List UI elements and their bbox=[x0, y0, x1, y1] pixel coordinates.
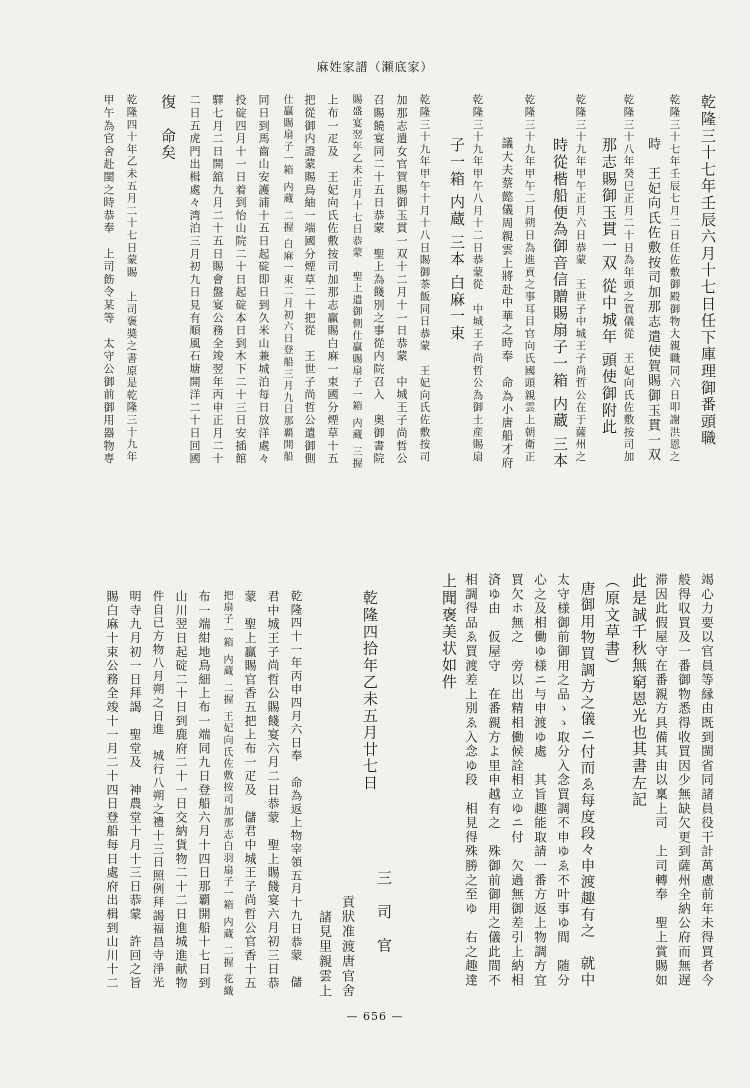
lower-text-line: 済ゆ由 仮屋守 在番親方よ里申越有之 殊御前御用之儀此間不 bbox=[486, 573, 502, 988]
lower-text-line: 上聞褒美状如件 bbox=[440, 573, 458, 691]
lower-text-line: 貢狀准渡唐官舍 bbox=[339, 895, 354, 999]
lower-text-line: 太守様御前御用之品ゝゝ取分入念買調不申ゆゑ不叶事ゆ間 随分 bbox=[555, 573, 571, 988]
upper-text-line: 乾隆三十七年壬辰七月二日任佐敷御殿御物大親職同六日叩謝洪恩之 bbox=[668, 94, 681, 463]
upper-text-line: 乾隆三十九年甲午二月朔日為進貢之事耳目官向氏國頭親雲上朝衛正 bbox=[523, 94, 536, 463]
upper-text-line: 那志賜御玉貫一双 從中城年 頭使御附此 bbox=[600, 137, 618, 436]
upper-text-line: 上布一疋及 王妃向氏佐敷按司加那志贏賜白麻一束國分煙草十五 bbox=[326, 94, 339, 466]
lower-text-line: 把扇子一箱 内蔵 二握 王妃向氏佐敷按司加那志白羽扇子一箱 内蔵 二握 花織 bbox=[221, 590, 232, 998]
lower-text-line: 相調得品ゑ買渡差上別ゑ入念ゆ段 相見得殊勝之至ゆ 右之趣達 bbox=[463, 573, 479, 988]
lower-text-line: 件自已方物八月朔之日進 城行八朔之禮十三日照例拜謁福昌寺淨光 bbox=[151, 590, 166, 989]
page-header: 麻姓家譜（瀬底家） bbox=[316, 60, 434, 74]
lower-text-line: 山川翌日起碇二十日到鹿府二十一日交納貨物二十二日進城進献物 bbox=[174, 590, 188, 991]
upper-text-line: 子一箱 内蔵 三本 白麻一束 bbox=[448, 137, 466, 342]
lower-text-line: 布一端紺地鳥細上布一端同九日登船六月十四日那覇開船十七日到 bbox=[197, 590, 211, 991]
upper-text-line: 二日五虎門出楫處々湾泊三月初九日見有順風石塘開洋二十日回國 bbox=[188, 94, 201, 466]
upper-text-line: 議大夫蔡懿儀周親雲上將赴中華之時奉 命為小唐船才府 bbox=[500, 137, 515, 470]
lower-text-line: 賜白麻十束公務全竣十一月二十四日登船每日處府出楫到山川十二 bbox=[105, 590, 119, 991]
lower-text-line: 滞因此假屋守在番親方具備其由以稟上司 上司轉奉 聖上賞賜如 bbox=[653, 573, 669, 988]
upper-text-line: 乾隆三十九年甲午八月十二日恭蒙從 中城王子尚哲公為御土産賜扇 bbox=[471, 94, 484, 463]
lower-text-line: 乾隆四拾年乙未五月廿七日 bbox=[361, 590, 379, 792]
upper-text-line: 投碇四月十一日着到怡山院二十日起碇本日到木下二十三日安插館 bbox=[234, 94, 247, 466]
lower-text-line: 此是誠千秋無窮恩光也其書左記 bbox=[630, 573, 648, 809]
lower-text-line: 唐御用物買調方之儀ニ付而ゑ每度段々申渡趣有之 就中 bbox=[578, 581, 595, 989]
upper-text-line: 甲午為官舍赴閩之時恭奉 上司飭令某等 太守公御前御用器物専 bbox=[102, 94, 115, 466]
lower-text-line: 般得収買及一番御物悉得收買因少無缺欠更到薩州全納公府而無遅 bbox=[676, 573, 692, 988]
upper-text-line: 驛七月二日開舘九月二十五日賜會盤宴公務全竣翌年丙申正月二十 bbox=[211, 94, 224, 466]
upper-text-line: 召賜饒宴同二十五日恭蒙 聖上為餞別之事從内院召入 奥御書院 bbox=[372, 94, 385, 466]
upper-text-line: 時從楷船便為御音信贈賜扇子一箱 内蔵 三本 bbox=[551, 137, 569, 470]
lower-text-line: 心之及相働ゆ様ニ与申渡ゆ處 其旨趣能取請一番方返上物調方宜 bbox=[532, 573, 548, 988]
upper-text-line: 乾隆三十九年甲午正月六日恭蒙 王世子中城王子尚哲公在于薩州之 bbox=[574, 94, 587, 463]
lower-text-line: 君中城王子尚哲公賜餞宴六月二日恭蒙 聖上賜餞宴六月初三日恭 bbox=[266, 590, 280, 991]
upper-text-line: 乾隆三十九年甲午十月十八日賜御茶飯同日恭蒙 王妃向氏佐敷按司 bbox=[418, 94, 431, 463]
lower-text-line: 三 司 官 bbox=[375, 870, 393, 954]
upper-text-line: 賜盛宴翌年乙未正月十七日恭蒙 聖上遣御側仕贏賜扇子一箱 内蔵 三握 bbox=[350, 94, 361, 470]
lower-text-line: 明寺九月初一日拜謁 聖堂及 神農堂十月十三日恭蒙 許回之旨 bbox=[128, 590, 142, 991]
upper-text-line: 同日到馬齒山安護浦十五日起碇即日到久米山兼城泊每日放洋處々 bbox=[257, 94, 270, 466]
upper-text-line: 乾隆三十七年壬辰六月十七日任下庫理御番頭職 bbox=[699, 94, 717, 447]
lower-text-line: 諸見里親雲上 bbox=[316, 910, 331, 999]
upper-text-line: 乾隆四十年乙未五月二十七日蒙賜 上司褒奬之書原是乾隆三十九年 bbox=[125, 94, 138, 463]
page-number: — 656 — bbox=[346, 1010, 404, 1023]
lower-text-line: （原文草書） bbox=[603, 573, 621, 674]
upper-text-line: 時 王妃向氏佐敷按司加那志遣使賀賜御玉貫一双 bbox=[645, 137, 660, 463]
lower-text-line: 買欠ホ無之 旁以出精相働候詮相立ゆニ付 欠過無御差引上納相 bbox=[509, 573, 525, 988]
upper-text-line: 把從御内證蒙賜鳥紬一端國分煙草二十把從 王世子尚哲公遣御側 bbox=[303, 94, 316, 466]
upper-text-line: 乾隆三十八年癸巳正月二十日為年頭之賀儀從 王妃向氏佐敷按司加 bbox=[622, 94, 635, 463]
lower-text-line: 竭心力要以官員等縁由既到閩省同諸員役干計萬慮前年未得買者今 bbox=[699, 573, 715, 988]
lower-text-line: 蒙 聖上贏賜官香五把上布一疋及 儲君中城王子尚哲公官香十五 bbox=[243, 590, 257, 991]
lower-text-line: 乾隆四十一年丙申四月六日奉 命為返上物宰領五月十九日恭蒙 儲 bbox=[289, 590, 304, 989]
upper-text-line: 加那志遣女官賀賜御玉貫一双十二月十一日恭蒙 中城王子尚哲公 bbox=[395, 94, 408, 466]
upper-text-line: 仕贏賜扇子一箱 内蔵 二握 白麻一束二月初六日登船三月九日那覇開船 bbox=[281, 94, 292, 463]
upper-text-line: 復 命矣 bbox=[159, 94, 177, 162]
